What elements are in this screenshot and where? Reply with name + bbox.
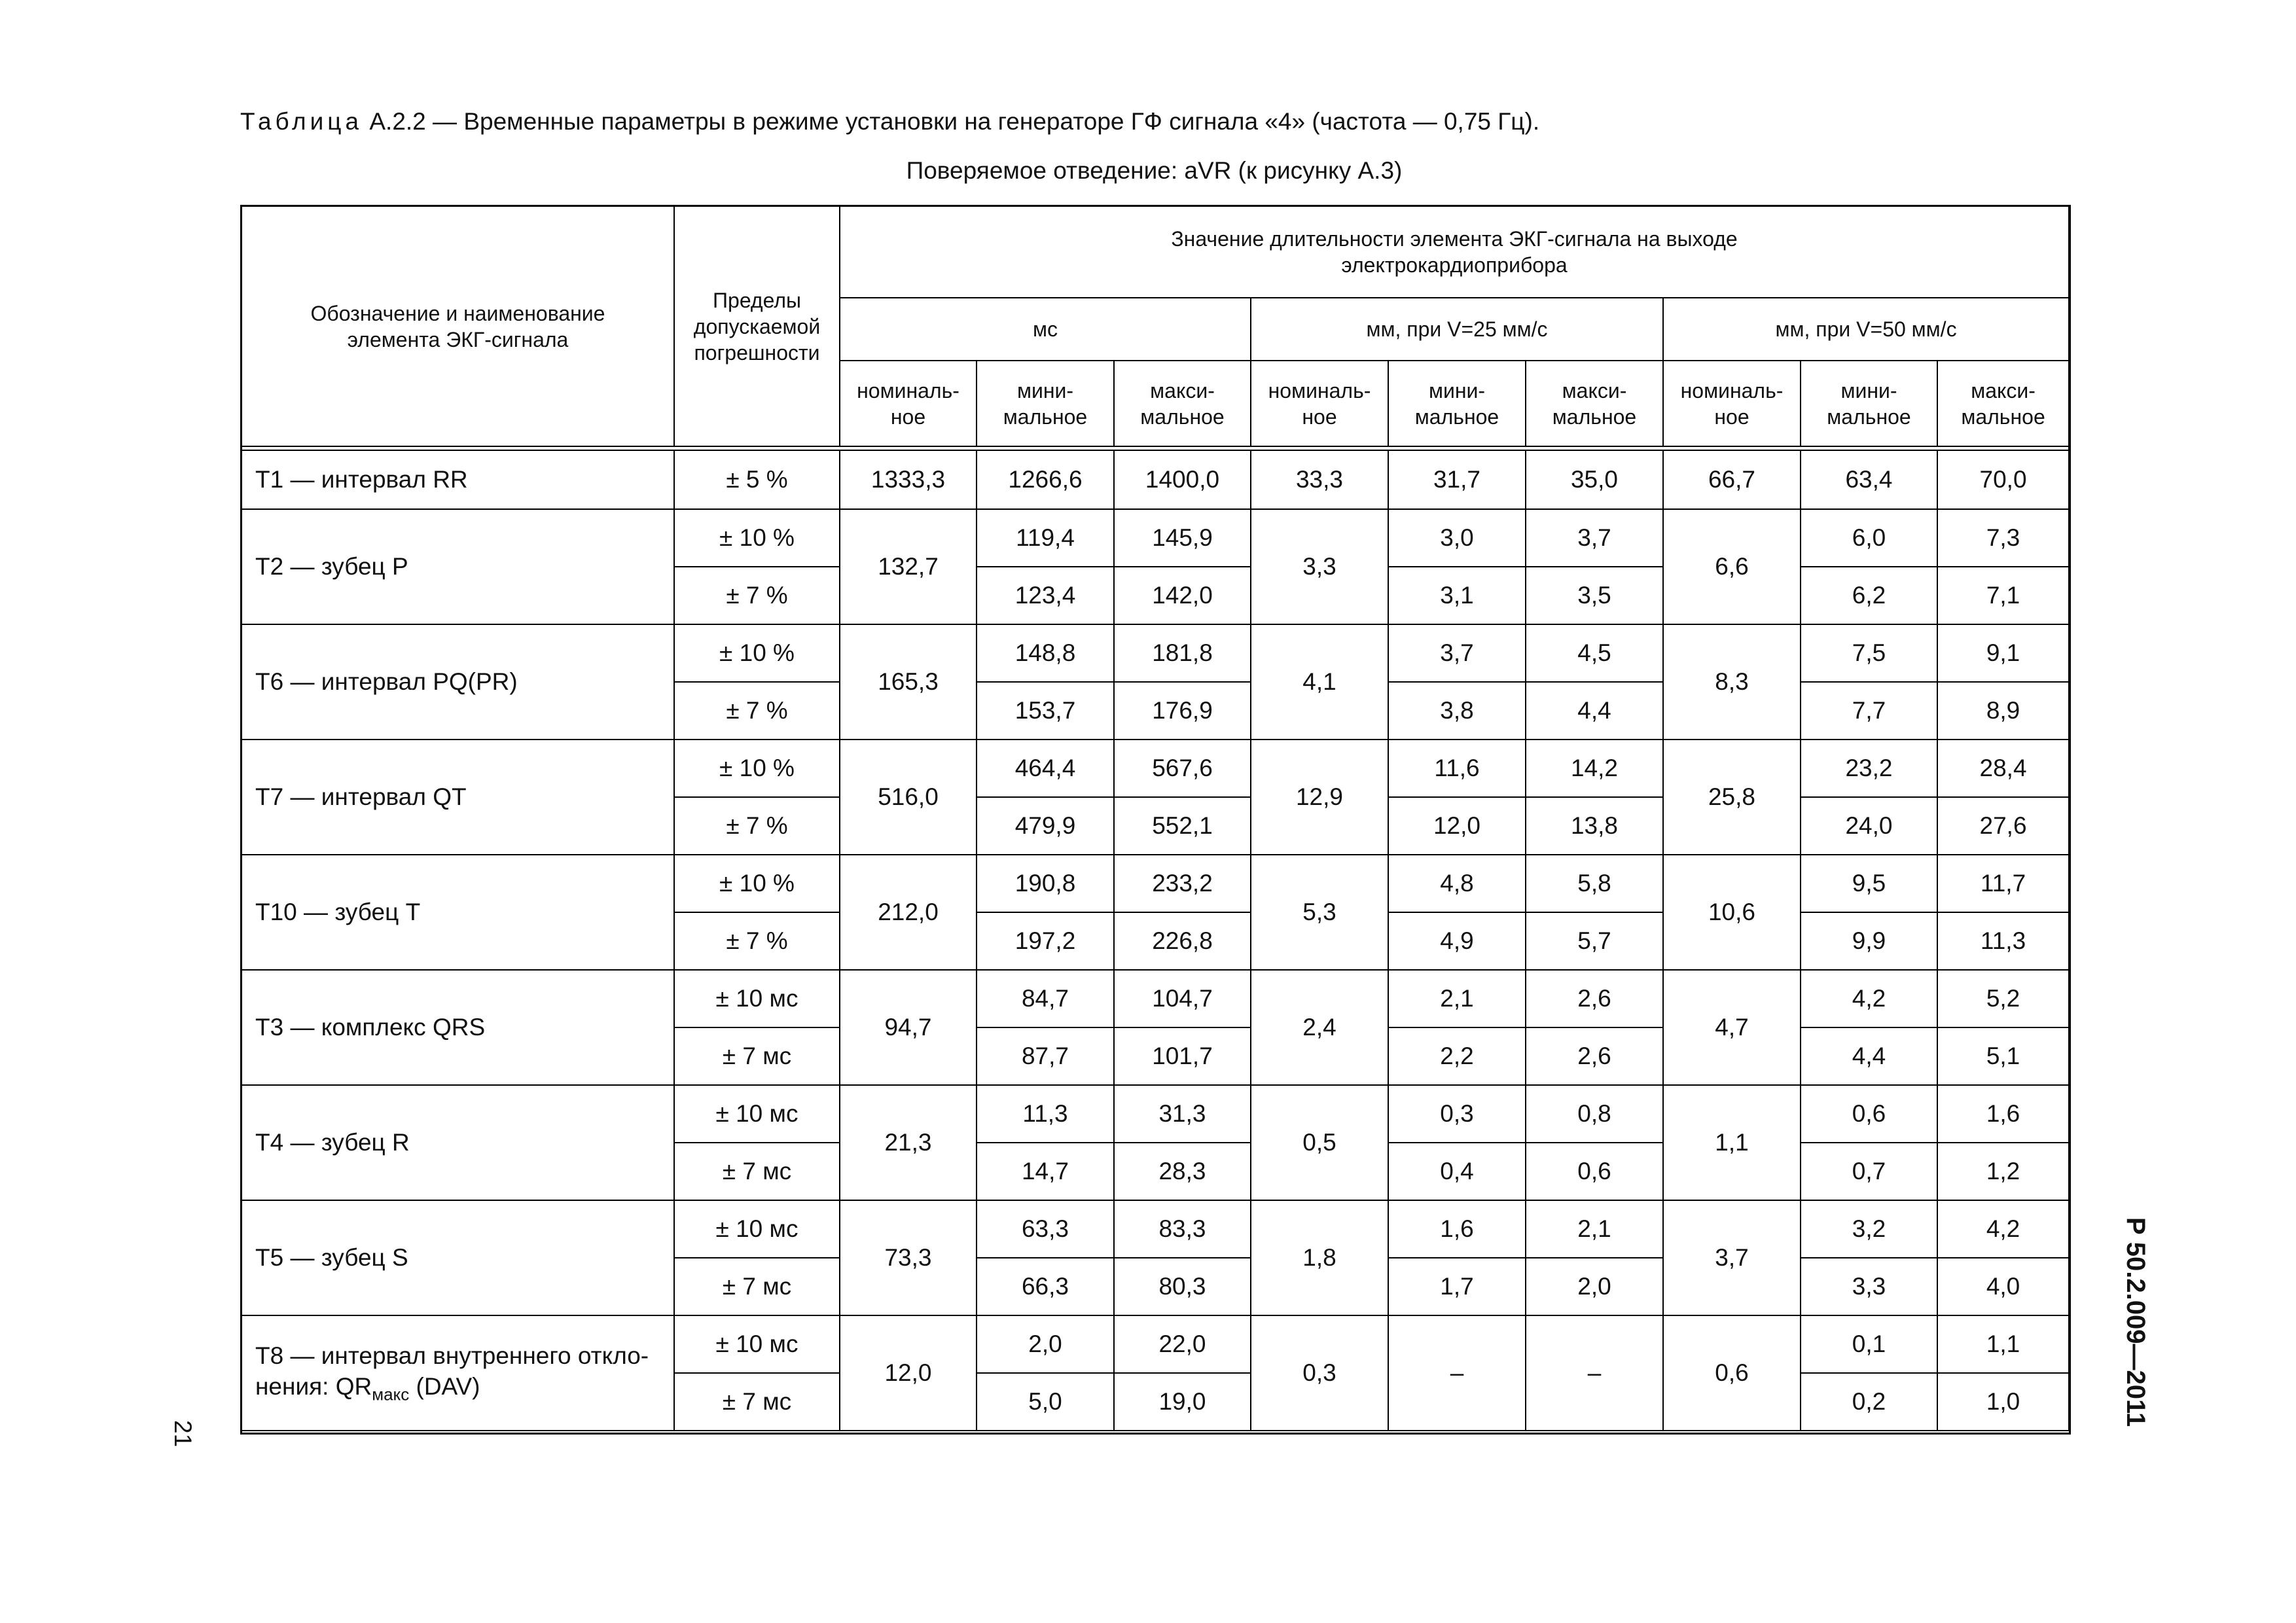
tolerance-cell: ± 7 мс — [674, 1373, 840, 1431]
ms-min: 11,3 — [977, 1085, 1114, 1143]
mm25-max: 0,6 — [1526, 1143, 1663, 1200]
mm50-nominal: 0,6 — [1663, 1315, 1801, 1431]
mm25-min: 1,7 — [1388, 1258, 1526, 1315]
tolerance-cell: ± 10 мс — [674, 1200, 840, 1258]
tolerance-cell: ± 7 % — [674, 682, 840, 740]
mm50-max: 8,9 — [1937, 682, 2069, 740]
header-value-group: Значение длительности элемента ЭКГ-сигнала на выходе электрокардиоприбора — [840, 206, 2069, 298]
header-minimal: мини-мальное — [977, 361, 1114, 446]
table-row — [242, 509, 2069, 567]
mm50-max: 1,2 — [1937, 1143, 2069, 1200]
mm25-min: 12,0 — [1388, 797, 1526, 855]
mm25-max: 2,0 — [1526, 1258, 1663, 1315]
mm50-nominal: 6,6 — [1663, 509, 1801, 624]
ms-min: 5,0 — [977, 1373, 1114, 1431]
ms-min: 148,8 — [977, 624, 1114, 682]
ms-nominal: 73,3 — [840, 1200, 977, 1315]
table-row — [242, 624, 2069, 682]
mm50-min: 3,2 — [1801, 1200, 1937, 1258]
mm25-nominal: 0,3 — [1251, 1315, 1388, 1431]
header-maximal: макси-мальное — [1937, 361, 2069, 446]
ms-max: 80,3 — [1114, 1258, 1251, 1315]
tolerance-cell: ± 10 % — [674, 855, 840, 912]
ms-min: 63,3 — [977, 1200, 1114, 1258]
mm25-max: 13,8 — [1526, 797, 1663, 855]
ms-min: 14,7 — [977, 1143, 1114, 1200]
ms-nominal: 94,7 — [840, 970, 977, 1085]
mm50-min: 0,1 — [1801, 1315, 1937, 1373]
mm25-min: 2,1 — [1388, 970, 1526, 1027]
mm50-min: 7,5 — [1801, 624, 1937, 682]
header-minimal: мини-мальное — [1801, 361, 1937, 446]
ms-nominal: 21,3 — [840, 1085, 977, 1200]
table-caption — [240, 108, 1539, 135]
header-unit-ms: мс — [840, 298, 1251, 361]
element-name-line2-start: нения: QR — [255, 1372, 372, 1400]
mm50-min: 63,4 — [1801, 450, 1937, 509]
mm50-max: 5,1 — [1937, 1027, 2069, 1085]
ms-min: 197,2 — [977, 912, 1114, 970]
tolerance-cell: ± 10 % — [674, 624, 840, 682]
mm50-max: 1,1 — [1937, 1315, 2069, 1373]
ms-nominal: 212,0 — [840, 855, 977, 970]
ms-max: 233,2 — [1114, 855, 1251, 912]
mm25-max: 2,6 — [1526, 1027, 1663, 1085]
mm50-max: 7,1 — [1937, 567, 2069, 624]
mm50-min: 6,0 — [1801, 509, 1937, 567]
mm25-max: 5,7 — [1526, 912, 1663, 970]
element-name: Т4 — зубец R — [242, 1085, 674, 1200]
mm25-nominal: 2,4 — [1251, 970, 1388, 1085]
mm50-min: 0,6 — [1801, 1085, 1937, 1143]
mm25-max: 4,5 — [1526, 624, 1663, 682]
mm50-max: 4,2 — [1937, 1200, 2069, 1258]
table-row — [242, 1085, 2069, 1143]
ms-max: 142,0 — [1114, 567, 1251, 624]
ms-min: 2,0 — [977, 1315, 1114, 1373]
mm25-max: 2,1 — [1526, 1200, 1663, 1258]
mm50-max: 11,3 — [1937, 912, 2069, 970]
ms-min: 123,4 — [977, 567, 1114, 624]
ms-max: 567,6 — [1114, 740, 1251, 797]
table-row — [242, 1200, 2069, 1258]
header-nominal: номиналь-ное — [1251, 361, 1388, 446]
mm25-max: 5,8 — [1526, 855, 1663, 912]
element-name-subscript: макс — [372, 1384, 410, 1404]
mm50-max: 1,0 — [1937, 1373, 2069, 1431]
mm50-nominal: 8,3 — [1663, 624, 1801, 740]
mm50-nominal: 10,6 — [1663, 855, 1801, 970]
ms-max: 104,7 — [1114, 970, 1251, 1027]
ms-min: 190,8 — [977, 855, 1114, 912]
ms-max: 552,1 — [1114, 797, 1251, 855]
ms-max: 1400,0 — [1114, 450, 1251, 509]
ms-max: 226,8 — [1114, 912, 1251, 970]
mm50-min: 23,2 — [1801, 740, 1937, 797]
ms-max: 176,9 — [1114, 682, 1251, 740]
mm25-nominal: 3,3 — [1251, 509, 1388, 624]
tolerance-cell: ± 7 % — [674, 912, 840, 970]
mm25-max: 0,8 — [1526, 1085, 1663, 1143]
header-element: Обозначение и наименование элемента ЭКГ-сигнала — [242, 206, 674, 446]
element-name-line2-end: (DAV) — [409, 1372, 480, 1400]
mm25-nominal: 0,5 — [1251, 1085, 1388, 1200]
ms-max: 19,0 — [1114, 1373, 1251, 1431]
tolerance-cell: ± 7 % — [674, 797, 840, 855]
mm50-max: 5,2 — [1937, 970, 2069, 1027]
tolerance-cell: ± 10 % — [674, 740, 840, 797]
element-name: Т6 — интервал PQ(PR) — [242, 624, 674, 740]
mm25-min: 4,9 — [1388, 912, 1526, 970]
mm50-max: 1,6 — [1937, 1085, 2069, 1143]
header-maximal: макси-мальное — [1114, 361, 1251, 446]
mm25-max: 2,6 — [1526, 970, 1663, 1027]
tolerance-cell: ± 7 мс — [674, 1258, 840, 1315]
ms-nominal: 132,7 — [840, 509, 977, 624]
table-caption-label: Таблица — [240, 108, 363, 135]
table-row — [242, 740, 2069, 797]
table-row — [242, 450, 2069, 509]
tolerance-cell: ± 7 мс — [674, 1027, 840, 1085]
mm25-min: 3,0 — [1388, 509, 1526, 567]
document-id: Р 50.2.009—2011 — [2121, 1217, 2150, 1427]
mm25-min: 0,3 — [1388, 1085, 1526, 1143]
mm25-nominal: 5,3 — [1251, 855, 1388, 970]
header-nominal: номиналь-ное — [1663, 361, 1801, 446]
mm50-nominal: 25,8 — [1663, 740, 1801, 855]
mm50-nominal: 1,1 — [1663, 1085, 1801, 1200]
ecg-duration-table — [241, 205, 2070, 1431]
mm25-max: 14,2 — [1526, 740, 1663, 797]
ms-nominal: 165,3 — [840, 624, 977, 740]
ms-max: 83,3 — [1114, 1200, 1251, 1258]
mm25-min: 31,7 — [1388, 450, 1526, 509]
tolerance-cell: ± 10 мс — [674, 1085, 840, 1143]
mm25-min: – — [1388, 1315, 1526, 1431]
ms-nominal: 1333,3 — [840, 450, 977, 509]
ms-max: 31,3 — [1114, 1085, 1251, 1143]
table-row — [242, 1315, 2069, 1373]
mm50-min: 24,0 — [1801, 797, 1937, 855]
table-subcaption: Поверяемое отведение: aVR (к рисунку А.3) — [906, 157, 1403, 184]
element-name: Т1 — интервал RR — [242, 450, 674, 509]
tolerance-cell: ± 10 мс — [674, 1315, 840, 1373]
mm50-min: 0,2 — [1801, 1373, 1937, 1431]
mm25-nominal: 4,1 — [1251, 624, 1388, 740]
ms-nominal: 516,0 — [840, 740, 977, 855]
mm50-max: 28,4 — [1937, 740, 2069, 797]
mm50-max: 11,7 — [1937, 855, 2069, 912]
ms-max: 22,0 — [1114, 1315, 1251, 1373]
mm25-max: 4,4 — [1526, 682, 1663, 740]
page-number: 21 — [170, 1420, 196, 1448]
tolerance-cell: ± 5 % — [674, 450, 840, 509]
mm50-min: 6,2 — [1801, 567, 1937, 624]
header-limits: Пределы допускаемой погрешности — [674, 206, 840, 446]
mm50-max: 27,6 — [1937, 797, 2069, 855]
mm25-nominal: 12,9 — [1251, 740, 1388, 855]
ms-min: 153,7 — [977, 682, 1114, 740]
table-row — [242, 970, 2069, 1027]
ms-min: 84,7 — [977, 970, 1114, 1027]
mm50-min: 3,3 — [1801, 1258, 1937, 1315]
mm25-max: – — [1526, 1315, 1663, 1431]
mm25-max: 35,0 — [1526, 450, 1663, 509]
element-name: Т7 — интервал QT — [242, 740, 674, 855]
mm50-min: 4,4 — [1801, 1027, 1937, 1085]
element-name-line2 — [255, 1372, 480, 1404]
mm25-min: 2,2 — [1388, 1027, 1526, 1085]
header-unit-mm50: мм, при V=50 мм/с — [1663, 298, 2069, 361]
header-minimal: мини-мальное — [1388, 361, 1526, 446]
element-name: Т5 — зубец S — [242, 1200, 674, 1315]
ms-min: 1266,6 — [977, 450, 1114, 509]
mm50-max: 9,1 — [1937, 624, 2069, 682]
mm25-min: 0,4 — [1388, 1143, 1526, 1200]
mm50-min: 0,7 — [1801, 1143, 1937, 1200]
mm25-min: 4,8 — [1388, 855, 1526, 912]
ms-nominal: 12,0 — [840, 1315, 977, 1431]
tolerance-cell: ± 7 мс — [674, 1143, 840, 1200]
mm25-min: 11,6 — [1388, 740, 1526, 797]
mm25-min: 3,8 — [1388, 682, 1526, 740]
mm25-nominal: 33,3 — [1251, 450, 1388, 509]
ms-min: 87,7 — [977, 1027, 1114, 1085]
ms-min: 119,4 — [977, 509, 1114, 567]
mm50-nominal: 66,7 — [1663, 450, 1801, 509]
mm25-max: 3,7 — [1526, 509, 1663, 567]
header-nominal: номиналь-ное — [840, 361, 977, 446]
mm50-nominal: 3,7 — [1663, 1200, 1801, 1315]
mm25-nominal: 1,8 — [1251, 1200, 1388, 1315]
table-row — [242, 855, 2069, 912]
mm25-min: 3,1 — [1388, 567, 1526, 624]
tolerance-cell: ± 7 % — [674, 567, 840, 624]
mm25-max: 3,5 — [1526, 567, 1663, 624]
element-name-line1: Т8 — интервал внутреннего откло- — [255, 1342, 649, 1370]
ms-max: 145,9 — [1114, 509, 1251, 567]
header-unit-mm25: мм, при V=25 мм/с — [1251, 298, 1663, 361]
element-name: Т3 — комплекс QRS — [242, 970, 674, 1085]
ms-max: 101,7 — [1114, 1027, 1251, 1085]
header-maximal: макси-мальное — [1526, 361, 1663, 446]
mm50-min: 4,2 — [1801, 970, 1937, 1027]
ms-max: 28,3 — [1114, 1143, 1251, 1200]
tolerance-cell: ± 10 мс — [674, 970, 840, 1027]
element-name: Т10 — зубец Т — [242, 855, 674, 970]
mm50-max: 7,3 — [1937, 509, 2069, 567]
ms-min: 479,9 — [977, 797, 1114, 855]
ms-min: 464,4 — [977, 740, 1114, 797]
mm50-max: 70,0 — [1937, 450, 2069, 509]
mm25-min: 1,6 — [1388, 1200, 1526, 1258]
element-name — [242, 1315, 674, 1431]
mm50-min: 9,9 — [1801, 912, 1937, 970]
mm50-min: 7,7 — [1801, 682, 1937, 740]
ms-min: 66,3 — [977, 1258, 1114, 1315]
mm50-max: 4,0 — [1937, 1258, 2069, 1315]
mm50-nominal: 4,7 — [1663, 970, 1801, 1085]
mm50-min: 9,5 — [1801, 855, 1937, 912]
tolerance-cell: ± 10 % — [674, 509, 840, 567]
ms-max: 181,8 — [1114, 624, 1251, 682]
element-name: Т2 — зубец Р — [242, 509, 674, 624]
table-caption-text: А.2.2 — Временные параметры в режиме установки на генераторе ГФ сигнала «4» (частота — 0,75 Гц). — [369, 108, 1540, 135]
mm25-min: 3,7 — [1388, 624, 1526, 682]
